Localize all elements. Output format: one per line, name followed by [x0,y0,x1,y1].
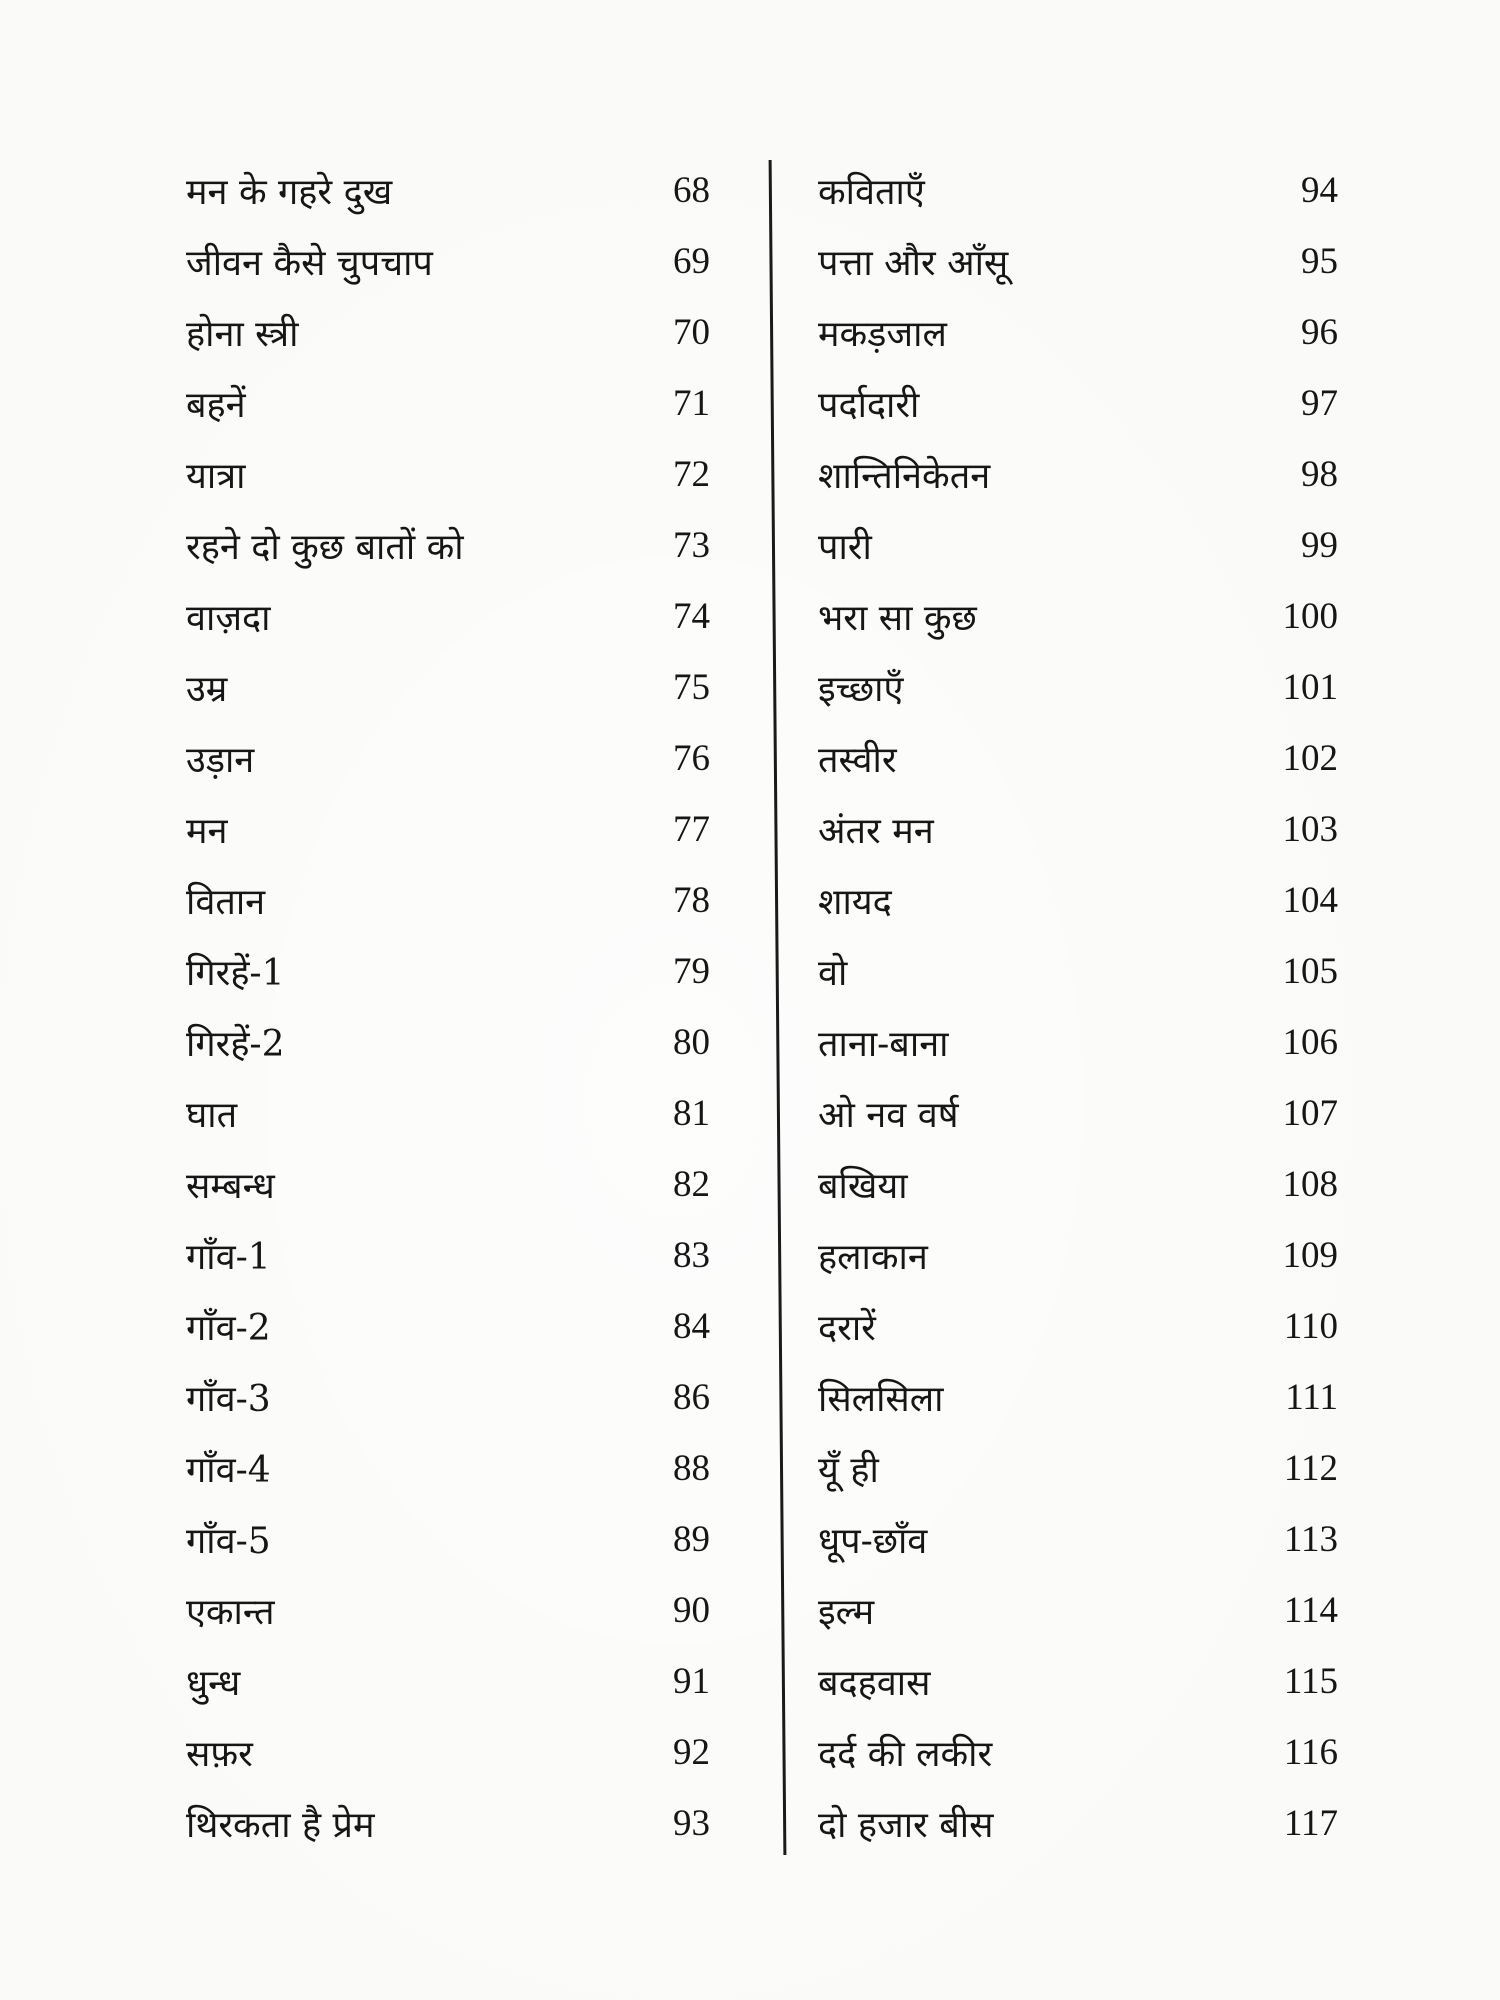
toc-column-left [186,155,710,1859]
toc-entry [186,1788,710,1859]
toc-entry-page-number: 110 [1283,1306,1338,1347]
toc-entry-page-number: 114 [1283,1590,1338,1631]
toc-entry-page-number: 96 [1301,312,1338,353]
toc-entry [818,1291,1338,1362]
toc-entry-title: गाँव-5 [186,1521,271,1562]
toc-entry-title: उम्र [186,669,228,710]
toc-entry-page-number: 97 [1301,383,1338,424]
toc-entry [186,581,710,652]
toc-entry-page-number: 90 [673,1590,710,1631]
toc-entry [818,297,1338,368]
toc-entry-title: पर्दादारी [818,385,920,426]
toc-entry [186,1575,710,1646]
toc-entry [818,1007,1338,1078]
toc-entry-page-number: 91 [673,1661,710,1702]
toc-entry-page-number: 69 [673,241,710,282]
toc-entry-page-number: 106 [1282,1022,1338,1063]
toc-entry-page-number: 101 [1282,667,1338,708]
toc-entry-title: वो [818,953,848,994]
toc-entry-title: अंतर मन [818,811,934,852]
toc-entry-page-number: 83 [673,1235,710,1276]
toc-entry-title: ओ नव वर्ष [818,1095,959,1136]
toc-entry [186,297,710,368]
toc-entry [186,1646,710,1717]
toc-entry [818,368,1338,439]
toc-entry-title: मकड़जाल [818,314,947,355]
toc-entry-title: घात [186,1095,238,1136]
toc-entry-page-number: 116 [1283,1732,1338,1773]
toc-entry-title: थिरकता है प्रेम [186,1805,375,1846]
toc-entry [186,368,710,439]
toc-entry-title: शायद [818,882,892,923]
toc-entry [818,439,1338,510]
toc-entry [818,1788,1338,1859]
toc-entry-page-number: 102 [1282,738,1338,779]
toc-entry-page-number: 73 [673,525,710,566]
toc-entry-page-number: 108 [1282,1164,1338,1205]
toc-entry-title: इल्म [818,1592,875,1633]
toc-entry-title: वाज़दा [186,598,271,639]
toc-entry-page-number: 79 [673,951,710,992]
toc-entry-title: गिरहें-2 [186,1024,285,1065]
toc-entry-page-number: 72 [673,454,710,495]
toc-entry [818,1220,1338,1291]
toc-entry-title: सिलसिला [818,1379,944,1420]
toc-entry-title: पारी [818,527,872,568]
toc-entry-page-number: 80 [673,1022,710,1063]
toc-entry [186,1291,710,1362]
toc-entry [818,1717,1338,1788]
toc-entry-page-number: 115 [1283,1661,1338,1702]
toc-entry [818,936,1338,1007]
toc-entry-page-number: 82 [673,1164,710,1205]
toc-entry-title: गिरहें-1 [186,953,285,994]
toc-entry [818,155,1338,226]
toc-entry-page-number: 105 [1282,951,1338,992]
toc-entry-page-number: 70 [673,312,710,353]
toc-entry [186,1433,710,1504]
toc-entry-title: भरा सा कुछ [818,598,977,639]
toc-entry-title: शान्तिनिकेतन [818,456,991,497]
toc-entry-title: वितान [186,882,266,923]
toc-entry [186,865,710,936]
toc-entry [818,1575,1338,1646]
toc-entry-title: गाँव-2 [186,1308,271,1349]
toc-entry-title: हलाकान [818,1237,928,1278]
toc-entry-title: दो हजार बीस [818,1805,994,1846]
toc-entry-page-number: 77 [673,809,710,850]
toc-entry-title: ताना-बाना [818,1024,949,1065]
toc-entry-title: मन के गहरे दुख [186,172,393,213]
toc-entry [818,510,1338,581]
toc-entry-title: पत्ता और आँसू [818,243,1009,284]
toc-entry-page-number: 68 [673,170,710,211]
toc-entry [186,155,710,226]
toc-entry [186,1717,710,1788]
toc-column-right [818,155,1338,1859]
toc-entry [186,936,710,1007]
toc-entry-page-number: 89 [673,1519,710,1560]
toc-entry [818,1504,1338,1575]
toc-entry-page-number: 92 [673,1732,710,1773]
toc-entry-page-number: 88 [673,1448,710,1489]
toc-entry [818,794,1338,865]
toc-entry [818,1078,1338,1149]
column-divider [769,160,787,1855]
toc-entry-page-number: 111 [1285,1377,1338,1418]
toc-entry-page-number: 99 [1301,525,1338,566]
toc-entry-page-number: 84 [673,1306,710,1347]
toc-entry [818,723,1338,794]
toc-entry-title: होना स्त्री [186,314,299,355]
toc-entry-title: यात्रा [186,456,246,497]
toc-entry-title: गाँव-3 [186,1379,271,1420]
toc-entry-page-number: 103 [1282,809,1338,850]
toc-entry-title: इच्छाएँ [818,669,904,710]
toc-entry-page-number: 98 [1301,454,1338,495]
toc-entry-page-number: 113 [1283,1519,1338,1560]
toc-entry [186,439,710,510]
toc-entry [818,865,1338,936]
toc-entry [186,723,710,794]
toc-entry-page-number: 94 [1301,170,1338,211]
toc-entry-page-number: 76 [673,738,710,779]
toc-entry-page-number: 107 [1282,1093,1338,1134]
toc-entry-title: सफ़र [186,1734,253,1775]
toc-entry-title: धुन्ध [186,1663,241,1704]
toc-entry-title: एकान्त [186,1592,275,1633]
toc-entry [186,1149,710,1220]
toc-entry [186,794,710,865]
toc-entry [186,1504,710,1575]
toc-entry-page-number: 78 [673,880,710,921]
toc-entry-page-number: 74 [673,596,710,637]
toc-entry-page-number: 109 [1282,1235,1338,1276]
toc-entry-title: गाँव-4 [186,1450,271,1491]
toc-entry [186,510,710,581]
toc-entry-title: बहनें [186,385,246,426]
toc-entry [186,1362,710,1433]
toc-entry-title: दरारें [818,1308,876,1349]
toc-entry-title: तस्वीर [818,740,897,781]
toc-entry-title: बखिया [818,1166,908,1207]
toc-entry [186,652,710,723]
toc-entry [818,1433,1338,1504]
toc-entry-page-number: 75 [673,667,710,708]
toc-entry-title: मन [186,811,228,852]
toc-entry [186,1007,710,1078]
toc-entry-title: सम्बन्ध [186,1166,275,1207]
toc-entry-page-number: 100 [1282,596,1338,637]
toc-entry-page-number: 93 [673,1803,710,1844]
toc-entry [186,226,710,297]
toc-entry [818,1646,1338,1717]
toc-entry-page-number: 104 [1282,880,1338,921]
toc-entry-page-number: 86 [673,1377,710,1418]
toc-entry-title: धूप-छाँव [818,1521,928,1562]
toc-entry-title: जीवन कैसे चुपचाप [186,243,433,284]
toc-entry [186,1220,710,1291]
toc-entry-title: उड़ान [186,740,255,781]
toc-entry-page-number: 71 [673,383,710,424]
toc-entry-page-number: 81 [673,1093,710,1134]
toc-entry [818,1149,1338,1220]
toc-entry [818,581,1338,652]
toc-entry-page-number: 112 [1283,1448,1338,1489]
toc-entry [186,1078,710,1149]
toc-entry-title: दर्द की लकीर [818,1734,993,1775]
toc-entry-title: कविताएँ [818,172,925,213]
toc-entry [818,226,1338,297]
toc-entry-page-number: 95 [1301,241,1338,282]
toc-entry-title: गाँव-1 [186,1237,271,1278]
toc-entry-title: रहने दो कुछ बातों को [186,527,464,568]
toc-entry-page-number: 117 [1283,1803,1338,1844]
toc-entry-title: यूँ ही [818,1450,879,1491]
toc-entry [818,1362,1338,1433]
toc-entry-title: बदहवास [818,1663,931,1704]
toc-entry [818,652,1338,723]
